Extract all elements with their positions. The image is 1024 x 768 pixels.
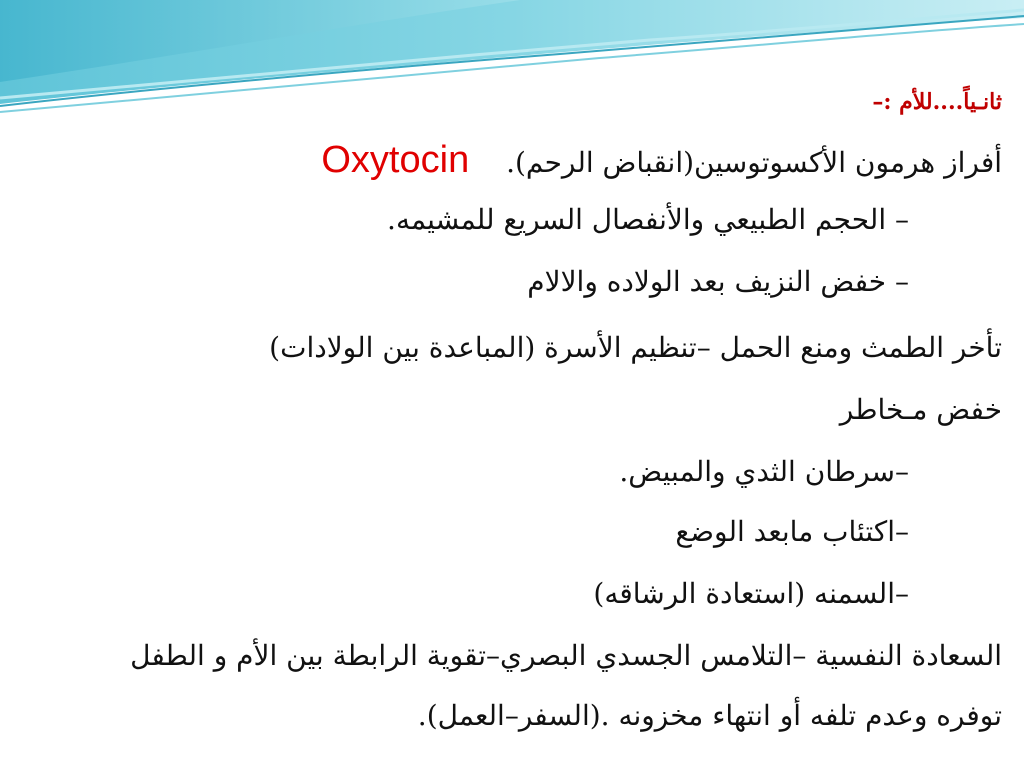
- hormone-latin-name: Oxytocin: [321, 139, 470, 181]
- hormone-line: [321, 140, 1002, 183]
- point-menstruation-delay: تأخر الطمث ومنع الحمل –تنظيم الأسرة (المباعدة بين الولادات): [269, 331, 1002, 364]
- bullet-placenta: – الحجم الطبيعي والأنفصال السريع للمشيمه.: [387, 203, 909, 236]
- bullet-cancer: –سرطان الثدي والمبيض.: [619, 455, 909, 488]
- point-reduce-risks: خفض مـخاطر: [839, 393, 1002, 426]
- slide-title: ثانـياً....للأم :–: [872, 89, 1002, 115]
- bullet-depression: –اكتئاب مابعد الوضع: [675, 515, 909, 548]
- point-psychological-happiness: السعادة النفسية –التلامس الجسدي البصري–تقوية الرابطة بين الأم و الطفل: [130, 639, 1002, 672]
- point-availability: توفره وعدم تلفه أو انتهاء مخزونه .(السفر–العمل).: [417, 699, 1002, 732]
- bullet-obesity: –السمنه (استعادة الرشاقه): [593, 577, 909, 610]
- hormone-arabic-text: أفراز هرمون الأكسوتوسين(انقباض الرحم).: [506, 146, 1002, 179]
- bullet-bleeding: – خفض النزيف بعد الولاده والالام: [527, 265, 909, 298]
- decorative-wave-header: [0, 0, 1024, 130]
